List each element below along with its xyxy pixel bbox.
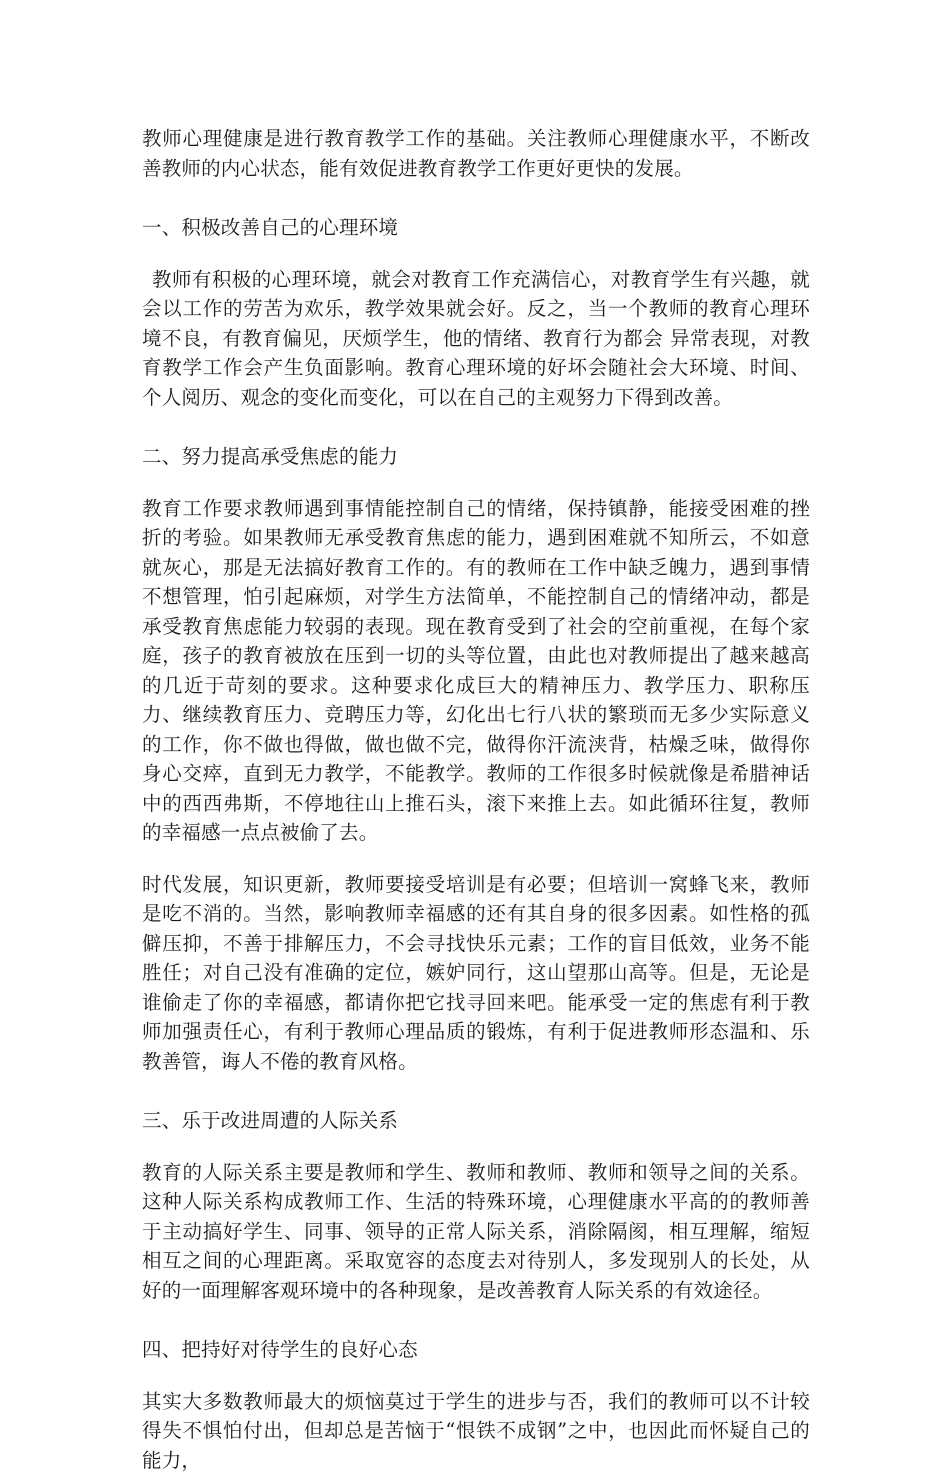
section-4-paragraph: 其实大多数教师最大的烦恼莫过于学生的进步与否，我们的教师可以不计较得失不惧怕付出，但却总是苦恼于“恨铁不成钢”之中，也因此而怀疑自己的能力，	[142, 1387, 810, 1475]
section-2-paragraph-1: 教育工作要求教师遇到事情能控制自己的情绪，保持镇静，能接受困难的挫折的考验。如果教师无承受教育焦虑的能力，遇到困难就不知所云，不如意就灰心，那是无法搞好教育工作的。有的教师在工作中缺乏魄力，遇到事情不想管理，怕引起麻烦，对学生方法简单，不能控制自己的情绪冲动，都是承受教育焦虑能力较弱的表现。现在教育受到了社会的空前重视，在每个家庭，孩子的教育被放在压到一切的头等位置，由此也对教师提出了越来越高的几近于苛刻的要求。这种要求化成巨大的精神压力、教学压力、职称压力、继续教育压力、竞聘压力等，幻化出七行八状的繁琐而无多少实际意义的工作，你不做也得做，做也做不完，做得你汗流浃背，枯燥乏味，做得你身心交瘁，直到无力教学，不能教学。教师的工作很多时候就像是希腊神话中的西西弗斯，不停地往山上推石头，滚下来推上去。如此循环往复，教师的幸福感一点点被偷了去。	[142, 494, 810, 848]
section-1-heading: 一、积极改善自己的心理环境	[142, 213, 810, 243]
section-3-heading: 三、乐于改进周遭的人际关系	[142, 1106, 810, 1136]
section-1-paragraph: 教师有积极的心理环境，就会对教育工作充满信心，对教育学生有兴趣，就会以工作的劳苦为欢乐，教学效果就会好。反之，当一个教师的教育心理环境不良，有教育偏见，厌烦学生，他的情绪、教育行为都会 异常表现，对教育教学工作会产生负面影响。教育心理环境的好坏会随社会大环境、时间、个人阅历、观念的变化而变化，可以在自己的主观努力下得到改善。	[142, 265, 810, 413]
section-3-paragraph: 教育的人际关系主要是教师和学生、教师和教师、教师和领导之间的关系。这种人际关系构成教师工作、生活的特殊环境，心理健康水平高的的教师善于主动搞好学生、同事、领导的正常人际关系，消除隔阂，相互理解，缩短相互之间的心理距离。采取宽容的态度去对待别人，多发现别人的长处，从好的一面理解客观环境中的各种现象，是改善教育人际关系的有效途径。	[142, 1158, 810, 1306]
document-page	[142, 124, 810, 1475]
intro-paragraph: 教师心理健康是进行教育教学工作的基础。关注教师心理健康水平，不断改善教师的内心状态，能有效促进教育教学工作更好更快的发展。	[142, 124, 810, 183]
section-2-heading: 二、努力提高承受焦虑的能力	[142, 442, 810, 472]
section-4-heading: 四、把持好对待学生的良好心态	[142, 1335, 810, 1365]
section-2-paragraph-2: 时代发展，知识更新，教师要接受培训是有必要；但培训一窝蜂飞来，教师是吃不消的。当然，影响教师幸福感的还有其自身的很多因素。如性格的孤僻压抑，不善于排解压力，不会寻找快乐元素；工作的盲目低效，业务不能胜任；对自己没有准确的定位，嫉妒同行，这山望那山高等。但是，无论是谁偷走了你的幸福感，都请你把它找寻回来吧。能承受一定的焦虑有利于教师加强责任心，有利于教师心理品质的锻炼，有利于促进教师形态温和、乐教善管，诲人不倦的教育风格。	[142, 870, 810, 1077]
